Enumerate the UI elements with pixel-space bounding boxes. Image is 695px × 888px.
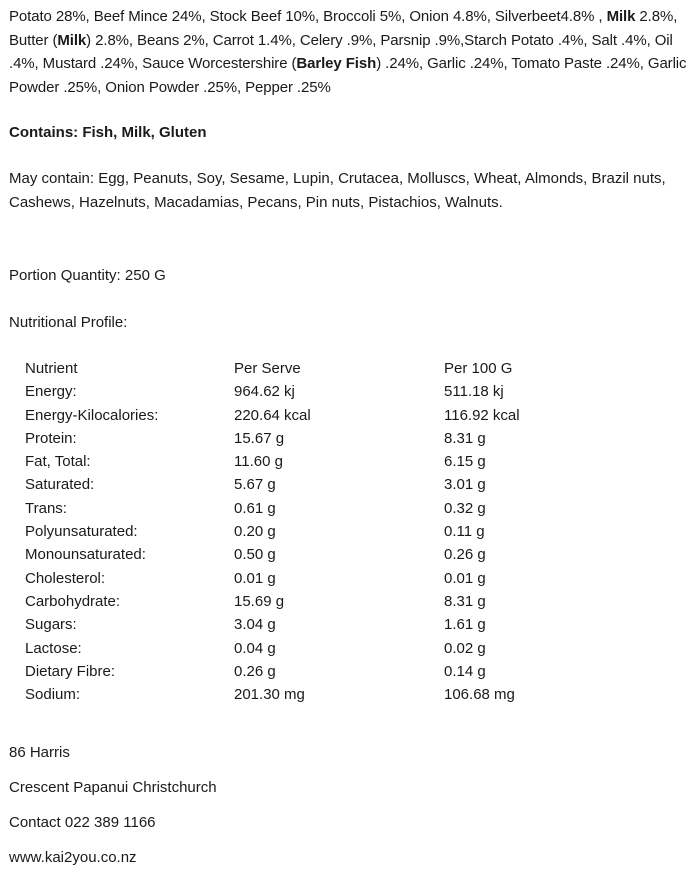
per-serve-value: 5.67 g <box>234 476 276 494</box>
per-serve-value: 220.64 kcal <box>234 406 311 424</box>
nutrient-name: Energy-Kilocalories: <box>25 406 159 424</box>
table-row <box>25 567 585 590</box>
ingredient-allergen: Barley Fish <box>296 55 377 72</box>
table-row <box>25 427 585 450</box>
nutrient-name: Energy: <box>25 383 77 401</box>
product-info-page <box>9 5 691 866</box>
header-nutrient: Nutrient <box>25 360 78 377</box>
per-100g-value: 0.32 g <box>444 499 486 517</box>
ingredient-allergen: Milk <box>57 31 87 49</box>
ingredient-text: ) .24%, Garlic .24%, Tomato Paste .24%, Garlic Powder .25%, Onion Powder .25%, Pepper .25% <box>9 55 687 96</box>
per-100g-value: 0.02 g <box>444 639 486 657</box>
per-serve-value: 0.20 g <box>234 523 276 541</box>
ingredient-text: 2.8%, Butter ( <box>9 8 678 49</box>
table-row <box>25 613 585 636</box>
per-100g-value: 8.31 g <box>444 429 486 447</box>
ingredient-text: ) 2.8%, Beans 2%, Carrot 1.4%, Celery .9%, Parsnip .9%,Starch Potato .4%, Salt .4%, Oil .4%, Mustard .24%, Sauce Worcestershire ( <box>9 31 673 72</box>
per-100g-value: 1.61 g <box>444 616 486 634</box>
ingredient-text: Potato 28%, Beef Mince 24%, Stock Beef 10%, Broccoli 5%, Onion 4.8%, Silverbeet4.8% , <box>9 8 607 25</box>
per-100g-value: 0.26 g <box>444 546 486 564</box>
per-100g-value: 116.92 kcal <box>444 406 520 424</box>
nutrient-name: Cholesterol: <box>25 569 106 587</box>
per-100g-value: 3.01 g <box>444 476 486 494</box>
per-serve-value: 964.62 kj <box>234 383 295 401</box>
per-100g-value: 0.01 g <box>444 569 486 587</box>
allergen-contains: Contains: Fish, Milk, Gluten <box>9 124 207 141</box>
per-serve-value: 11.60 g <box>234 453 283 471</box>
nutrient-name: Polyunsaturated: <box>25 523 138 541</box>
header-per-100g: Per 100 G <box>444 360 513 377</box>
website-link[interactable]: www.kai2you.co.nz <box>9 849 137 866</box>
per-100g-value: 106.68 mg <box>444 686 515 704</box>
table-row <box>25 543 585 566</box>
nutritional-profile-title: Nutritional Profile: <box>9 314 128 331</box>
nutrition-table-header <box>25 357 585 380</box>
per-serve-value: 0.04 g <box>234 639 276 657</box>
ingredient-allergen: Milk <box>606 8 636 25</box>
nutrition-table <box>25 357 585 706</box>
per-100g-value: 0.11 g <box>444 523 485 541</box>
per-100g-value: 6.15 g <box>444 453 486 471</box>
address-line-1: 86 Harris <box>9 744 70 761</box>
contact-phone: Contact 022 389 1166 <box>9 814 156 831</box>
header-per-serve: Per Serve <box>234 360 301 377</box>
address-line-2: Crescent Papanui Christchurch <box>9 779 217 796</box>
ingredients-list <box>9 5 691 99</box>
per-serve-value: 0.50 g <box>234 546 276 564</box>
per-serve-value: 0.01 g <box>234 569 276 587</box>
table-row <box>25 683 585 706</box>
per-serve-value: 0.26 g <box>234 662 276 680</box>
per-serve-value: 201.30 mg <box>234 686 305 704</box>
table-row <box>25 660 585 683</box>
per-serve-value: 0.61 g <box>234 499 276 517</box>
nutrient-name: Dietary Fibre: <box>25 662 116 680</box>
per-serve-value: 3.04 g <box>234 616 276 634</box>
per-serve-value: 15.69 g <box>234 592 285 610</box>
portion-quantity: Portion Quantity: 250 G <box>9 267 166 284</box>
table-row <box>25 380 585 403</box>
table-row <box>25 404 585 427</box>
nutrient-name: Sugars: <box>25 616 77 634</box>
nutrient-name: Saturated: <box>25 476 95 494</box>
table-row <box>25 637 585 660</box>
nutrient-name: Lactose: <box>25 639 82 657</box>
nutrient-name: Carbohydrate: <box>25 592 121 610</box>
table-row <box>25 497 585 520</box>
per-100g-value: 8.31 g <box>444 592 486 610</box>
per-100g-value: 511.18 kj <box>444 383 504 401</box>
table-row <box>25 590 585 613</box>
allergen-may-contain: May contain: Egg, Peanuts, Soy, Sesame, Lupin, Crutacea, Molluscs, Wheat, Almonds, Brazil nuts, Cashews, Hazelnuts, Macadamias, Pecans, Pin nuts, Pistachios, Walnuts. <box>9 170 666 211</box>
nutrient-name: Trans: <box>25 499 67 517</box>
table-row <box>25 473 585 496</box>
nutrient-name: Fat, Total: <box>25 453 91 471</box>
table-row <box>25 450 585 473</box>
per-serve-value: 15.67 g <box>234 429 285 447</box>
nutrient-name: Protein: <box>25 429 77 447</box>
nutrient-name: Sodium: <box>25 686 81 704</box>
per-100g-value: 0.14 g <box>444 662 486 680</box>
nutrient-name: Monounsaturated: <box>25 546 146 564</box>
table-row <box>25 520 585 543</box>
